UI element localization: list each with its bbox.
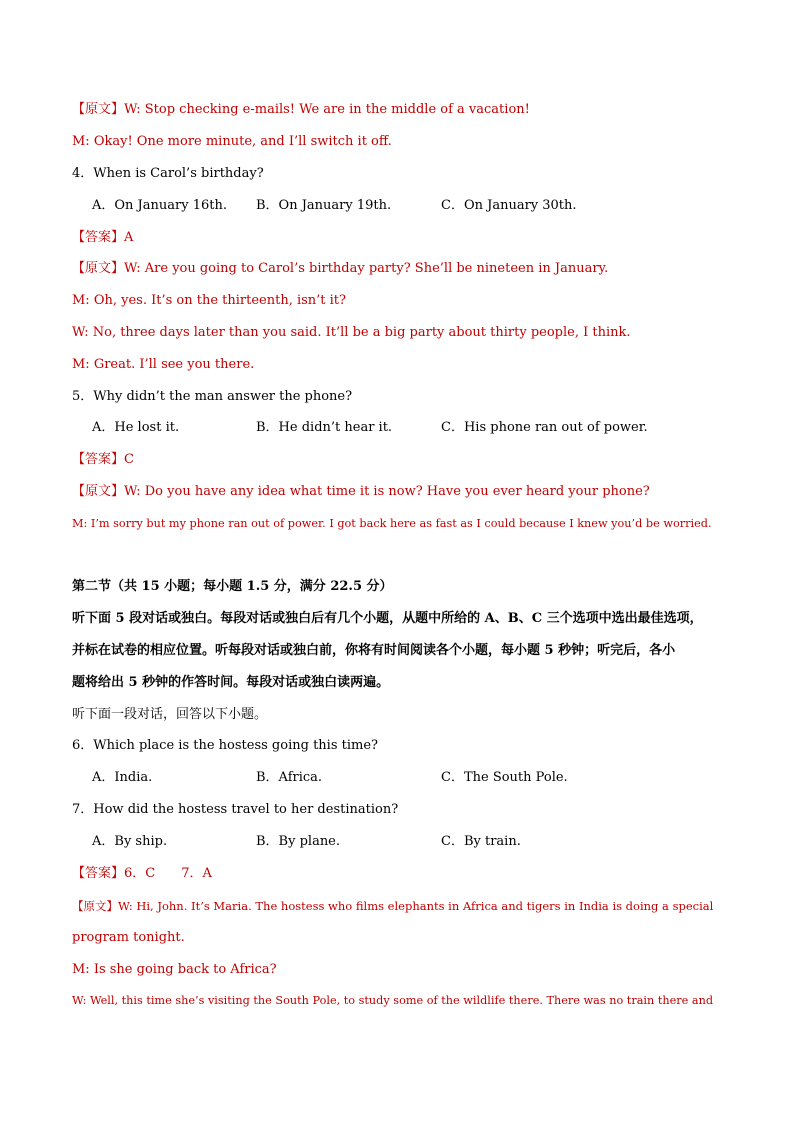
transcript-tag: 【原文】	[72, 261, 125, 276]
sub-instruction: 听下面一段对话，回答以下小题。	[72, 707, 268, 722]
option-c: C．By train.	[441, 834, 521, 849]
transcript-line: W: Well, this time she’s visiting the South Pole, to study some of the wildlife there. There was no train there and	[72, 994, 714, 1007]
transcript-line: program tonight.	[72, 930, 185, 945]
transcript-line: M: Great. I’ll see you there.	[72, 357, 255, 372]
transcript-line	[72, 484, 650, 500]
answer-line	[72, 230, 133, 246]
option-c: C．The South Pole.	[441, 770, 568, 785]
answer-value: 6．C 7．A	[124, 866, 212, 881]
transcript-text: W: Do you have any idea what time it is now? Have you ever heard your phone?	[124, 484, 650, 499]
transcript-line	[72, 102, 530, 118]
question-5: 5．Why didn’t the man answer the phone?	[72, 389, 353, 404]
transcript-line: M: Is she going back to Africa?	[72, 962, 277, 977]
option-a: A．On January 16th.	[92, 198, 227, 213]
option-c: C．His phone ran out of power.	[441, 420, 648, 435]
transcript-tag: 【原文】	[72, 102, 125, 117]
answer-line	[72, 866, 212, 882]
transcript-tag: 【原文】	[72, 484, 125, 499]
answer-tag: 【答案】	[72, 230, 125, 245]
section-instruction: 并标在试卷的相应位置。听每段对话或独白前，你将有时间阅读各个小题，每小题 5 秒钟；听完后，各小	[72, 643, 676, 658]
transcript-text: W: Stop checking e-mails! We are in the middle of a vacation!	[124, 102, 530, 117]
section-instruction: 听下面 5 段对话或独白。每段对话或独白后有几个小题，从题中所给的 A、B、C 三个选项中选出最佳选项，	[72, 611, 703, 626]
option-a: A．By ship.	[92, 834, 168, 849]
transcript-text: W: Are you going to Carol’s birthday party? She’ll be nineteen in January.	[124, 261, 609, 276]
answer-tag: 【答案】	[72, 452, 125, 467]
question-4: 4．When is Carol’s birthday?	[72, 166, 264, 181]
question-6: 6．Which place is the hostess going this time?	[72, 738, 378, 753]
option-a: A．He lost it.	[92, 420, 180, 435]
transcript-tag: 【原文】	[72, 899, 118, 913]
transcript-line	[72, 261, 608, 277]
transcript-line: M: Okay! One more minute, and I’ll switch it off.	[72, 134, 392, 149]
answer-tag: 【答案】	[72, 866, 125, 881]
answer-value: A	[124, 230, 134, 245]
option-b: B．On January 19th.	[256, 198, 392, 213]
option-c: C．On January 30th.	[441, 198, 577, 213]
answer-line	[72, 452, 134, 468]
section-instruction: 题将给出 5 秒钟的作答时间。每段对话或独白读两遍。	[72, 675, 390, 690]
option-a: A．India.	[92, 770, 153, 785]
question-7: 7．How did the hostess travel to her destination?	[72, 802, 399, 817]
transcript-line: W: No, three days later than you said. It’ll be a big party about thirty people, I think.	[72, 325, 631, 340]
option-b: B．Africa.	[256, 770, 323, 785]
transcript-text: W: Hi, John. It’s Maria. The hostess who films elephants in Africa and tigers in India is doing a special	[118, 899, 714, 913]
option-b: B．By plane.	[256, 834, 341, 849]
transcript-line: M: I’m sorry but my phone ran out of power. I got back here as fast as I could because I knew you’d be worried.	[72, 517, 712, 530]
transcript-line	[72, 898, 713, 914]
option-b: B．He didn’t hear it.	[256, 420, 393, 435]
answer-value: C	[124, 452, 134, 467]
section-heading: 第二节（共 15 小题；每小题 1.5 分，满分 22.5 分）	[72, 579, 393, 594]
transcript-line: M: Oh, yes. It’s on the thirteenth, isn’t it?	[72, 293, 346, 308]
